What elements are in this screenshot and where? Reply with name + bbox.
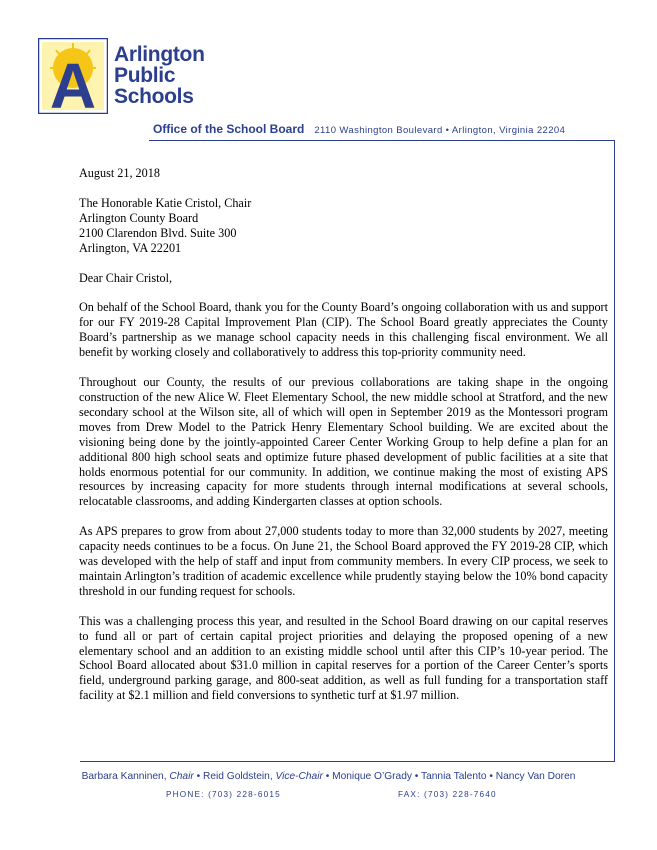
paragraph-projects: Throughout our County, the results of our previous collaborations are taking shape in the ongoing construction of the new Alice W. Fleet Elementary School, the new middle school at Stratford, and the new secondary school at the Wilson site, all of which will open in September 2019 as the Montessori program moves from Drew Model to the Patrick Henry Elementary School building. We are excited about the visioning being done by the jointly-appointed Career Center Working Group to help define a plan for an additional 800 high school seats and optimize future phased development of public facilities at a site that holds enormous potential for our community. In addition, we continue making the most of existing APS resources by increasing capacity for more students through internal modifications at several schools, relocatable classrooms, and adding Kindergarten classes at option schools.	[79, 375, 608, 509]
board-members: Barbara Kanninen, Chair • Reid Goldstein, Vice-Chair • Monique O’Grady • Tannia Talento • Nancy Van Doren	[81, 771, 576, 782]
logo-letter: A	[49, 50, 97, 114]
letter-date: August 21, 2018	[79, 166, 160, 180]
fax-number: FAX: (703) 228-7640	[398, 790, 497, 799]
recipient-line: 2100 Clarendon Blvd. Suite 300	[79, 225, 237, 240]
logo-word-schools: Schools	[114, 85, 194, 108]
letter-body	[79, 166, 608, 718]
recipient-line: Arlington County Board	[79, 210, 199, 225]
frame-bottom-rule	[80, 761, 615, 762]
office-title: Office of the School Board	[153, 122, 305, 136]
logo-word-arlington: Arlington	[114, 43, 205, 66]
recipient-address	[79, 196, 608, 256]
member-role: Chair	[169, 771, 194, 782]
member-separator: •	[322, 771, 333, 782]
frame-top-rule	[149, 140, 615, 141]
phone-number: PHONE: (703) 228-6015	[166, 790, 281, 799]
aps-logo-mark	[38, 38, 108, 114]
paragraph-collaboration: On behalf of the School Board, thank you for the County Board’s ongoing collaboration with us and support for our FY 2019-28 Capital Improvement Plan (CIP). The School Board greatly appreciates the County Board’s partnership as we manage school capacity needs in this challenging fiscal environment. We all benefit by working closely and collaboratively to address this top-priority community need.	[79, 300, 608, 360]
paragraph-capital-reserves: This was a challenging process this year, and resulted in the School Board drawing on our capital reserves to fund all or part of certain capital project priorities and delaying the proposed opening of a new elementary school and an addition to an existing middle school until after this CIP’s 10-year period. The School Board allocated about $31.0 million in capital reserves for a portion of the Career Center’s sports field, underground parking garage, and 800-seat addition, as well as full funding for a transportation staff facility at $2.1 million and field conversions to synthetic turf at $1.97 million.	[79, 613, 608, 703]
member-name: Tannia Talento	[421, 771, 487, 782]
logo-word-public: Public	[114, 64, 176, 87]
office-address: 2110 Washington Boulevard • Arlington, Virginia 22204	[314, 125, 566, 136]
member-name: Monique O’Grady	[332, 771, 412, 782]
member-separator: •	[486, 771, 496, 782]
recipient-line: Arlington, VA 22201	[79, 240, 182, 255]
salutation: Dear Chair Cristol,	[79, 270, 173, 285]
logo-wordmark	[114, 44, 224, 107]
paragraph-growth: As APS prepares to grow from about 27,000 students today to more than 32,000 students by 2027, meeting capacity needs continues to be a focus. On June 21, the School Board approved the FY 2019-28 CIP, which was developed with the help of staff and input from community members. In every CIP process, we seek to maintain Arlington’s tradition of academic excellence while prudently staying below the 10% bond capacity threshold in our funding request for schools.	[79, 524, 608, 598]
letterhead-line	[153, 120, 565, 138]
member-role: Vice-Chair	[275, 771, 323, 782]
member-separator: •	[411, 771, 421, 782]
recipient-line: The Honorable Katie Cristol, Chair	[79, 195, 252, 210]
frame-right-rule	[614, 140, 615, 761]
member-name: Reid Goldstein	[203, 771, 270, 782]
member-name: Barbara Kanninen	[81, 771, 164, 782]
member-separator: •	[193, 771, 203, 782]
member-name: Nancy Van Doren	[495, 771, 576, 782]
